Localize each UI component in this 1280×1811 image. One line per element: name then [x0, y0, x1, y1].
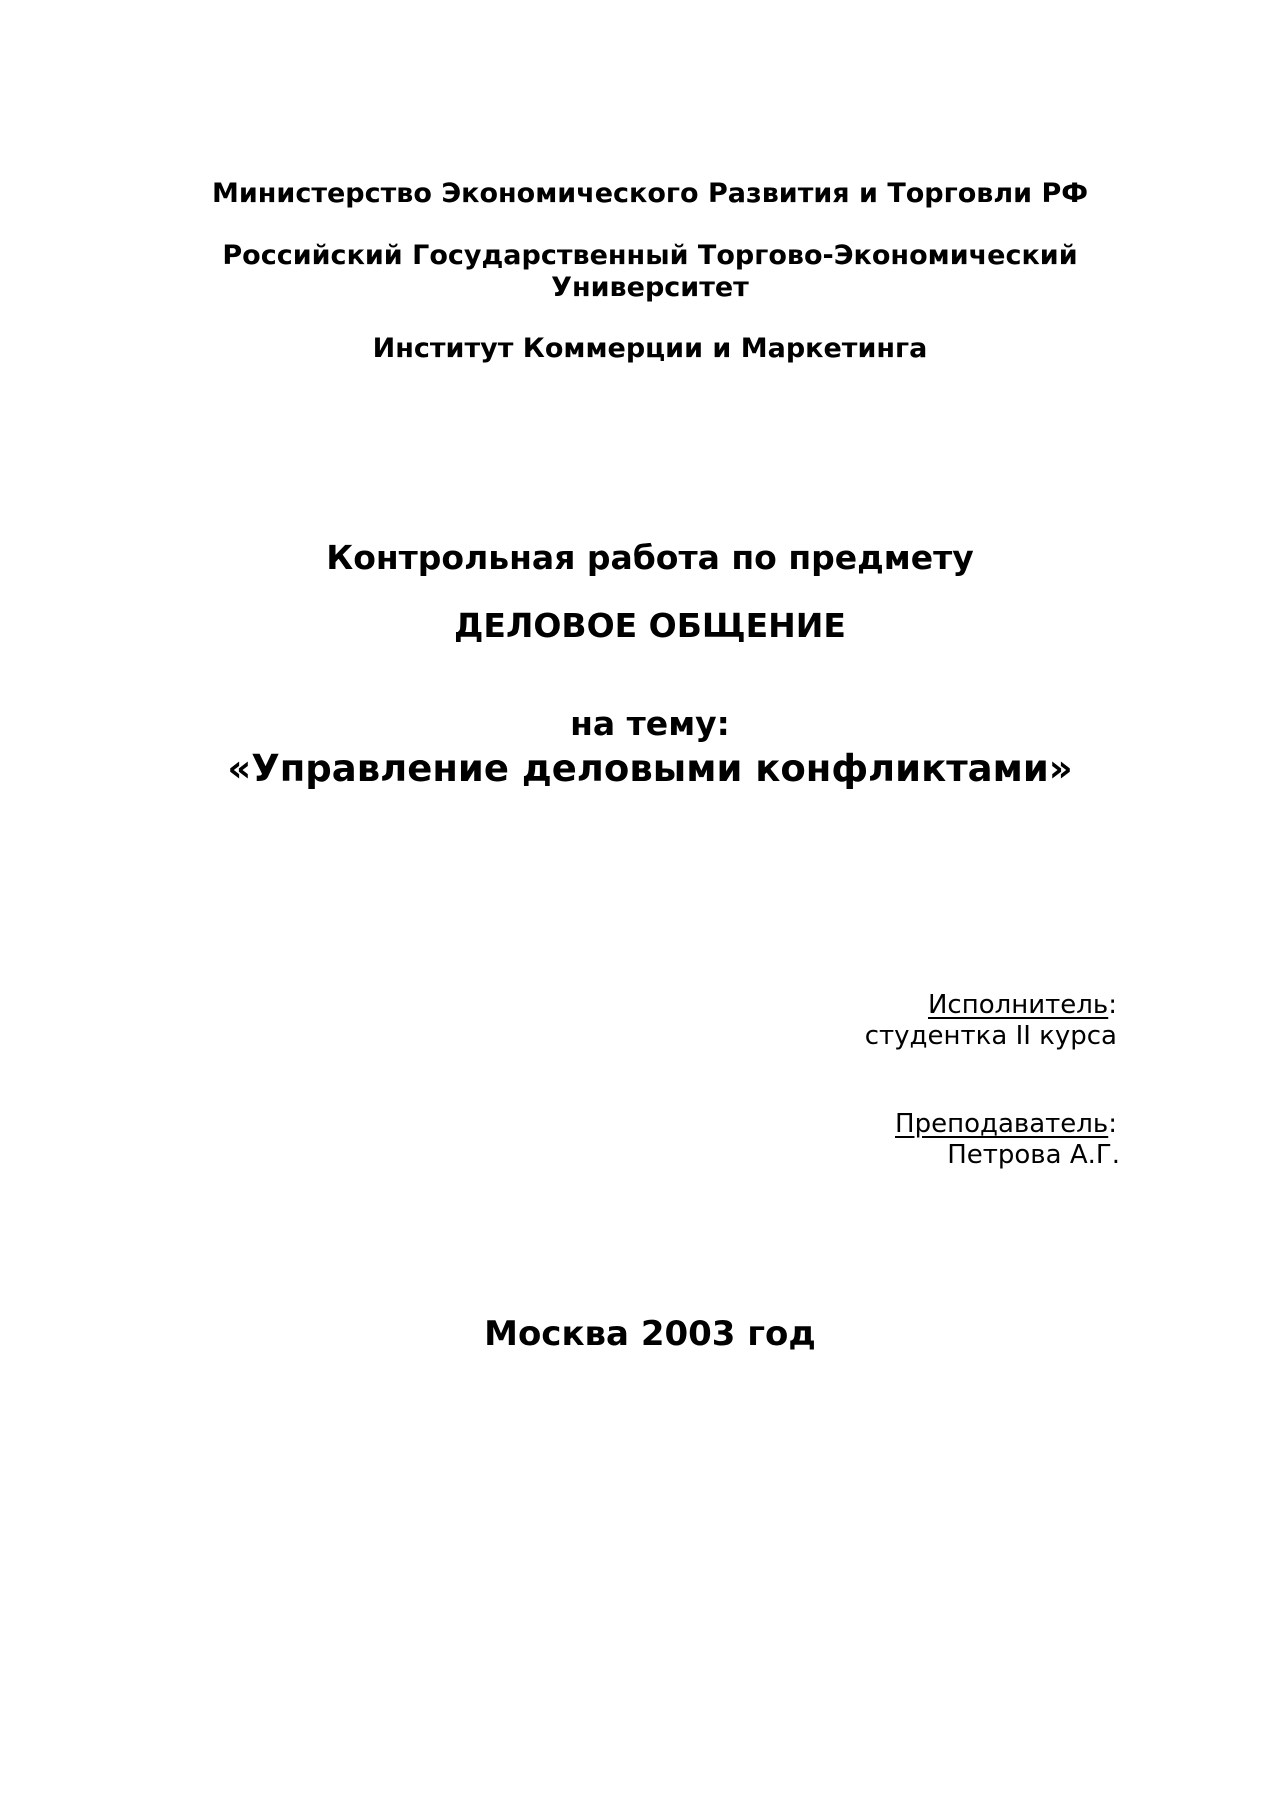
teacher-colon: :: [1108, 1109, 1117, 1139]
work-type: Контрольная работа по предмету: [326, 538, 974, 577]
topic-title: «Управление деловыми конфликтами»: [227, 747, 1073, 790]
teacher-value: Петрова А.Г.: [947, 1140, 1120, 1170]
teacher-label: [895, 1108, 1117, 1140]
topic-prefix: на тему:: [570, 704, 730, 743]
performer-label-text: Исполнитель: [927, 990, 1109, 1020]
ministry-name: Министерство Экономического Развития и Торговли РФ: [211, 178, 1089, 209]
performer-colon: :: [1108, 990, 1117, 1020]
subject-name: ДЕЛОВОЕ ОБЩЕНИЕ: [454, 606, 846, 645]
performer-value: студентка II курса: [864, 1021, 1117, 1051]
institute-name: Институт Коммерции и Маркетинга: [372, 333, 928, 364]
university-name-line-2: Университет: [551, 272, 749, 303]
teacher-label-text: Преподаватель: [895, 1109, 1109, 1139]
city-year: Москва 2003 год: [484, 1314, 816, 1354]
university-name-line-1: Российский Государственный Торгово-Экономический: [222, 240, 1078, 271]
performer-label: [928, 989, 1117, 1021]
